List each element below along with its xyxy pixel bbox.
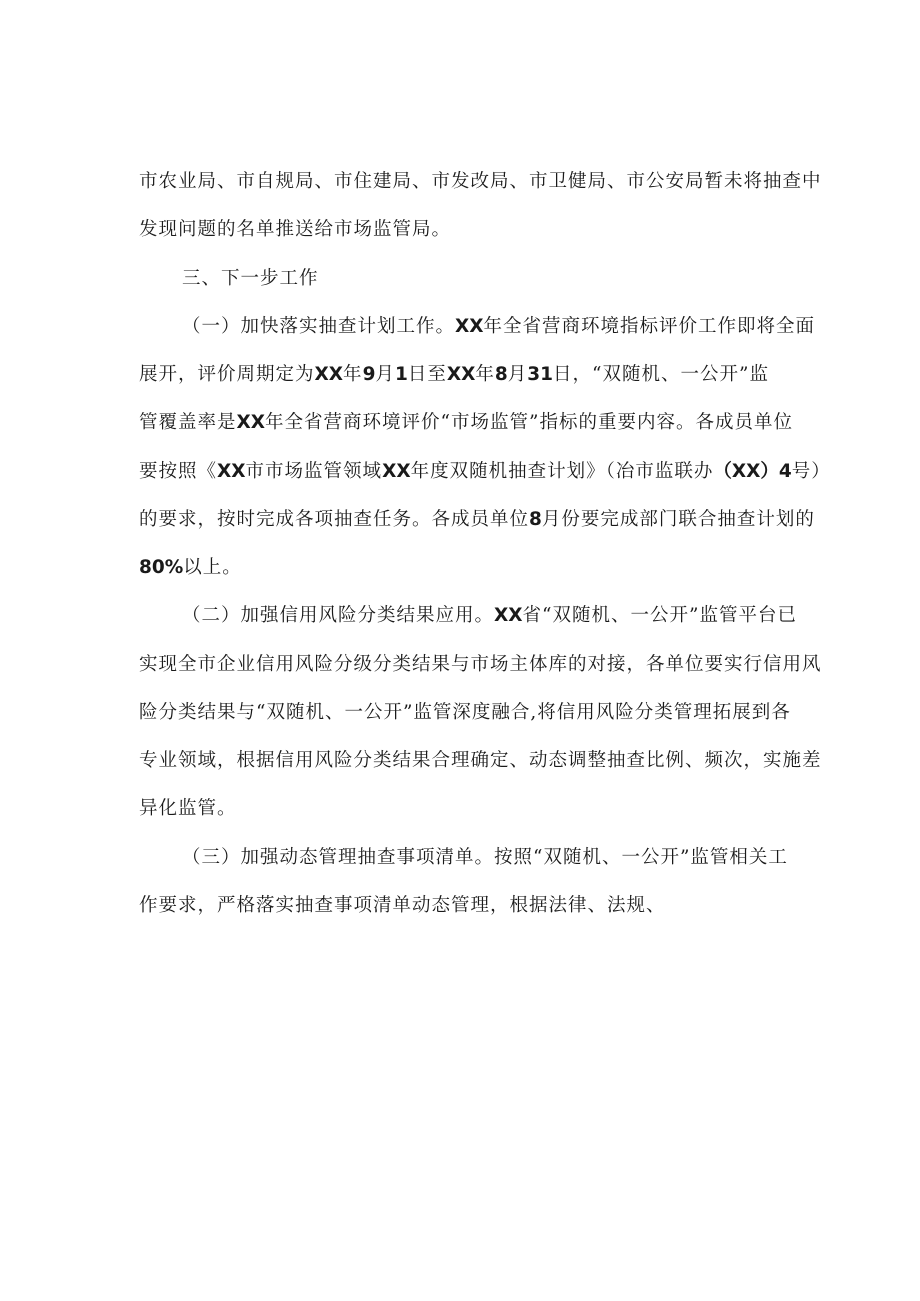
- subheading-text: （一）加快落实抽查计划工作。: [182, 316, 456, 337]
- text-segment: 发现问题的名单推送给市场监管局。: [139, 219, 452, 240]
- text-segment: 的要求，按时完成各项抽查任务。各成员单位: [139, 509, 530, 530]
- section-heading: [182, 267, 319, 291]
- text-segment: 月: [507, 364, 528, 385]
- number: 31: [527, 364, 554, 385]
- text-segment: 日至: [407, 364, 447, 385]
- text-segment: 作要求，严格落实抽查事项清单动态管理，根据法律、法规、: [139, 895, 666, 916]
- paragraph-line-7: [139, 460, 831, 484]
- text-segment: 实现全市企业信用风险分级分类结果与市场主体库的对接，各单位要实行信用风: [139, 654, 822, 675]
- text-segment: 专业领域，根据信用风险分类结果合理确定、动态调整抽查比例、频次，实施差: [139, 750, 822, 771]
- placeholder-year: XX: [382, 461, 411, 482]
- text-segment: 省“双随机、一公开”监管平台已: [522, 605, 797, 626]
- text-segment: 年全省营商环境指标评价工作即将全面: [483, 316, 816, 337]
- paragraph-line-6: [139, 411, 793, 435]
- text-segment: 年: [475, 364, 495, 385]
- text-segment: 日，“双随机、一公开”监: [553, 364, 769, 385]
- paragraph-line-4: [182, 315, 815, 339]
- text-segment: 市市场监管领域: [245, 461, 383, 482]
- paragraph-line-9: [139, 556, 242, 580]
- text-segment: 年: [343, 364, 363, 385]
- paragraph-line-11: [139, 653, 822, 677]
- text-segment: 异化监管。: [139, 798, 237, 819]
- paragraph-line-1: [139, 170, 822, 194]
- text-segment: 管覆盖率是: [139, 412, 237, 433]
- placeholder-year: XX: [217, 461, 246, 482]
- section-heading-text: 三、下一步工作: [182, 268, 319, 289]
- number: 8: [494, 364, 508, 385]
- paragraph-line-5: [139, 363, 769, 387]
- text-segment: （三）加强动态管理抽查事项清单。按照“双随机、一公开”监管相关工: [182, 847, 788, 868]
- paragraph-line-10: [182, 604, 797, 628]
- percentage: 80%: [139, 557, 184, 578]
- placeholder-year: XX: [236, 412, 266, 433]
- number: 1: [394, 364, 408, 385]
- text-segment: 年度双随机抽查计划》（冶市监联办: [410, 461, 714, 482]
- text-segment: 市农业局、市自规局、市住建局、市发改局、市卫健局、市公安局暂未将抽查中: [139, 171, 822, 192]
- text-segment: 月份要完成部门联合抽查计划的: [541, 509, 815, 530]
- text-segment: 要按照《: [139, 461, 218, 482]
- paragraph-line-2: [139, 218, 451, 242]
- number: 8: [529, 509, 542, 530]
- text-segment: 险分类结果与“双随机、一公开”监管深度融合,将信用风险分类管理拓展到各: [139, 702, 791, 723]
- paragraph-line-14: [139, 797, 237, 821]
- document-number-year: （XX）: [713, 461, 779, 482]
- paragraph-line-16: [139, 894, 666, 918]
- paragraph-line-12: [139, 701, 791, 725]
- placeholder-province: XX: [494, 605, 523, 626]
- paragraph-line-13: [139, 749, 822, 773]
- text-segment: 展开，评价周期定为: [139, 364, 315, 385]
- text-segment: 年全省营商环境评价“市场监管”指标的重要内容。各成员单位: [265, 412, 793, 433]
- placeholder-year: XX: [446, 364, 476, 385]
- paragraph-line-15: [182, 846, 788, 870]
- text-segment: 号）: [791, 461, 831, 482]
- placeholder-year: XX: [455, 316, 484, 337]
- number: 9: [362, 364, 376, 385]
- subheading-text: （二）加强信用风险分类结果应用。: [182, 605, 495, 626]
- number: 4: [778, 461, 792, 482]
- text-segment: 以上。: [183, 557, 242, 578]
- text-segment: 月: [375, 364, 395, 385]
- paragraph-line-8: [139, 508, 815, 532]
- placeholder-year: XX: [314, 364, 344, 385]
